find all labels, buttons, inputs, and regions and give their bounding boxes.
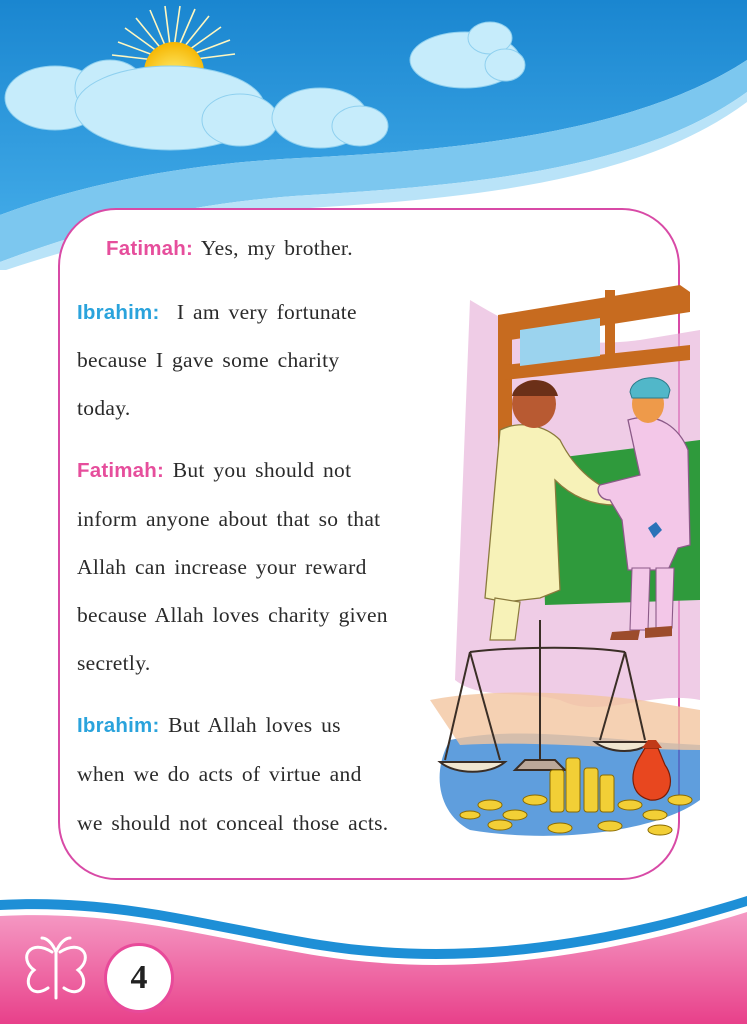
dialogue-line bbox=[106, 236, 353, 261]
footer-band bbox=[0, 880, 747, 1024]
dialogue-line bbox=[77, 300, 357, 325]
dialogue-text: because I gave some charity bbox=[77, 348, 340, 372]
dialogue-text: But you should not bbox=[172, 458, 352, 482]
speaker-ibrahim: Ibrahim: bbox=[77, 301, 160, 324]
dialogue-text: secretly. bbox=[77, 651, 151, 675]
dialogue-text: today. bbox=[77, 396, 131, 420]
dialogue-text: we should not conceal those acts. bbox=[77, 811, 389, 835]
dialogue-line bbox=[77, 713, 341, 738]
dialogue-text: inform anyone about that so that bbox=[77, 507, 381, 531]
dialogue-text: when we do acts of virtue and bbox=[77, 762, 362, 786]
dialogue-text: Yes, my brother. bbox=[200, 236, 353, 260]
dialogue-text: But Allah loves us bbox=[168, 713, 341, 737]
speaker-fatimah: Fatimah: bbox=[106, 237, 194, 260]
dialogue-text: Allah can increase your reward bbox=[77, 555, 367, 579]
dialogue-text: because Allah loves charity given bbox=[77, 603, 388, 627]
speaker-ibrahim: Ibrahim: bbox=[77, 714, 160, 737]
dialogue-text: I am very fortunate bbox=[176, 300, 357, 324]
speaker-fatimah: Fatimah: bbox=[77, 459, 165, 482]
dialogue-line bbox=[77, 458, 351, 483]
page-number: 4 bbox=[104, 943, 174, 1013]
